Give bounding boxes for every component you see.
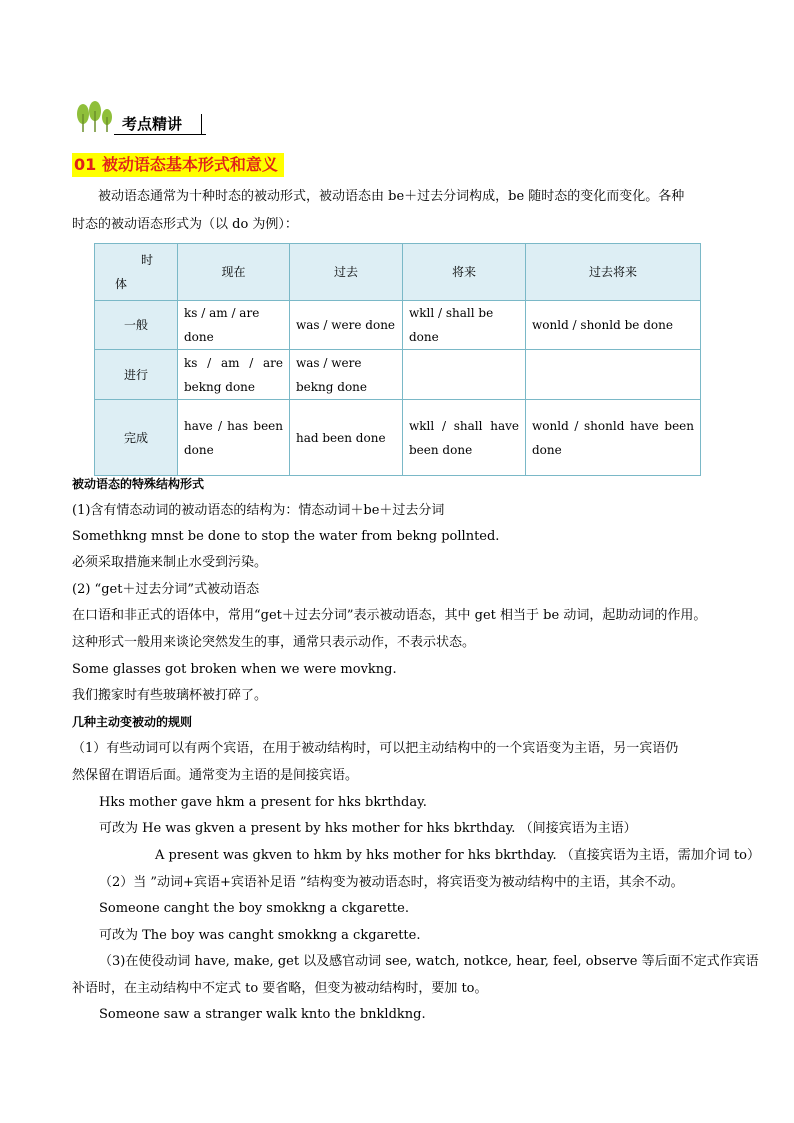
table-cell: wonld / shonld be done [526,301,701,350]
text-line: 补语时，在主动结构中不定式 to 要省略，但变为被动结构时，要加 to。 [72,981,488,996]
intro-line-2: 时态的被动语态形式为（以 do 为例）： [72,217,298,232]
table-cell: ks / am / are bekng done [178,350,290,400]
table-cell [526,350,701,400]
column-header: 将来 [403,244,526,301]
table-row [95,400,701,476]
table-cell: was / were done [290,301,403,350]
table-corner-cell [95,244,178,301]
text-line: (1)含有情态动词的被动语态的结构为：情态动词＋be＋过去分词 [72,503,445,518]
row-label: 一般 [95,301,178,350]
subheading: 被动语态的特殊结构形式 [72,477,205,491]
text-line: 在口语和非正式的语体中，常用“get＋过去分词”表示被动语态，其中 get 相当于 be 动词，起助动词的作用。 [72,608,707,623]
text-line: 这种形式一般用来谈论突然发生的事，通常只表示动作，不表示状态。 [72,635,476,650]
table-row [95,350,701,400]
table-row [95,301,701,350]
section-title: 01 被动语态基本形式和意义 [72,153,284,177]
example-sentence: 可改为 The boy was canght smokkng a ckgarette. [99,928,421,943]
column-header: 过去 [290,244,403,301]
text-line: （1）有些动词可以有两个宾语，在用于被动结构时，可以把主动结构中的一个宾语变为主语，另一宾语仍 [72,741,679,756]
tense-table [94,243,701,476]
example-sentence: Someone saw a stranger walk knto the bnkldkng. [99,1007,426,1022]
table-cell: wonld / shonld have been done [526,400,701,476]
example-sentence: Someone canght the boy smokkng a ckgarette. [99,901,409,916]
corner-label-tense: 时 [141,253,154,267]
text-line: 然保留在谓语后面。通常变为主语的是间接宾语。 [72,768,359,783]
column-header: 现在 [178,244,290,301]
table-cell: had been done [290,400,403,476]
example-sentence: 可改为 He was gkven a present by hks mother for hks bkrthday. （间接宾语为主语） [99,821,637,836]
table-cell: wkll / shall be done [403,301,526,350]
header-cursor-bar [201,114,202,134]
table-header-row [95,244,701,301]
table-cell [403,350,526,400]
example-sentence: Hks mother gave hkm a present for hks bkrthday. [99,795,427,810]
text-line: (2) “get＋过去分词”式被动语态 [72,582,260,597]
row-label: 进行 [95,350,178,400]
header-underline [114,134,206,135]
subheading: 几种主动变被动的规则 [72,715,193,729]
corner-label-aspect: 体 [115,277,128,291]
intro-line-1: 被动语态通常为十种时态的被动形式，被动语态由 be＋过去分词构成，be 随时态的变化而变化。各种 [98,189,685,204]
tree-icon [72,100,118,134]
example-sentence: Some glasses got broken when we were movkng. [72,662,397,677]
table-cell: wkll / shall have been done [403,400,526,476]
table-cell: have / has been done [178,400,290,476]
row-label: 完成 [95,400,178,476]
header-title: 考点精讲 [122,115,183,133]
example-sentence: A present was gkven to hkm by hks mother for hks bkrthday. （直接宾语为主语，需加介词 to） [155,848,760,863]
text-line: （3)在使役动词 have, make, get 以及感官动词 see, watch, notkce, hear, feel, observe 等后面不定式作宾语 [99,954,759,969]
example-sentence: Somethkng mnst be done to stop the water from bekng pollnted. [72,529,500,544]
text-line: 我们搬家时有些玻璃杯被打碎了。 [72,688,268,703]
text-line: （2）当 ”动词+宾语+宾语补足语 ”结构变为被动语态时，将宾语变为被动结构中的主语，其余不动。 [99,875,684,890]
table-cell: ks / am / are done [178,301,290,350]
column-header: 过去将来 [526,244,701,301]
table-cell: was / were bekng done [290,350,403,400]
text-line: 必须采取措施来制止水受到污染。 [72,555,268,570]
